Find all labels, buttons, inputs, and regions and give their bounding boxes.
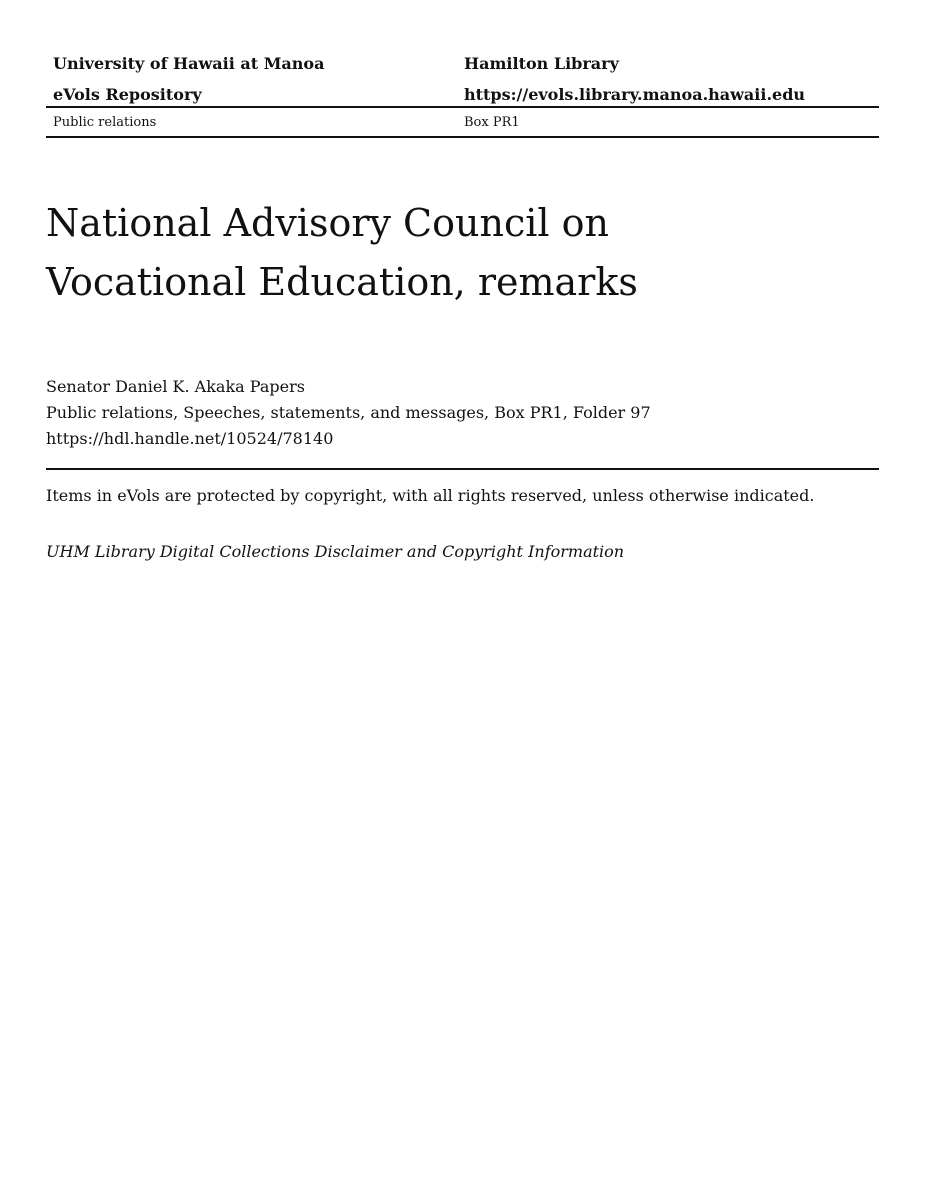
header-row-series <box>46 108 879 136</box>
repository-url-link[interactable]: https://evols.library.manoa.hawaii.edu <box>464 85 806 104</box>
repository-header <box>46 54 879 138</box>
repository-name: eVols Repository <box>53 85 202 104</box>
document-metadata <box>46 374 879 452</box>
box-label: Box PR1 <box>464 114 520 130</box>
header-row-second <box>46 85 879 106</box>
institution-name: University of Hawaii at Manoa <box>53 54 325 73</box>
document-title: National Advisory Council on Vocational Education, remarks <box>46 201 638 304</box>
header-divider-bottom <box>46 136 879 138</box>
handle-link[interactable]: https://hdl.handle.net/10524/78140 <box>46 429 334 448</box>
copyright-notice: Items in eVols are protected by copyright, with all rights reserved, unless otherwise indicated. <box>46 486 815 505</box>
footer-divider <box>46 468 879 470</box>
disclaimer-link[interactable]: UHM Library Digital Collections Disclaimer and Copyright Information <box>46 542 625 561</box>
folder-location: Public relations, Speeches, statements, and messages, Box PR1, Folder 97 <box>46 403 651 422</box>
document-page <box>46 0 879 564</box>
library-name: Hamilton Library <box>464 54 619 73</box>
header-row-top <box>46 54 879 85</box>
collection-name: Senator Daniel K. Akaka Papers <box>46 377 305 396</box>
series-label: Public relations <box>53 114 157 130</box>
